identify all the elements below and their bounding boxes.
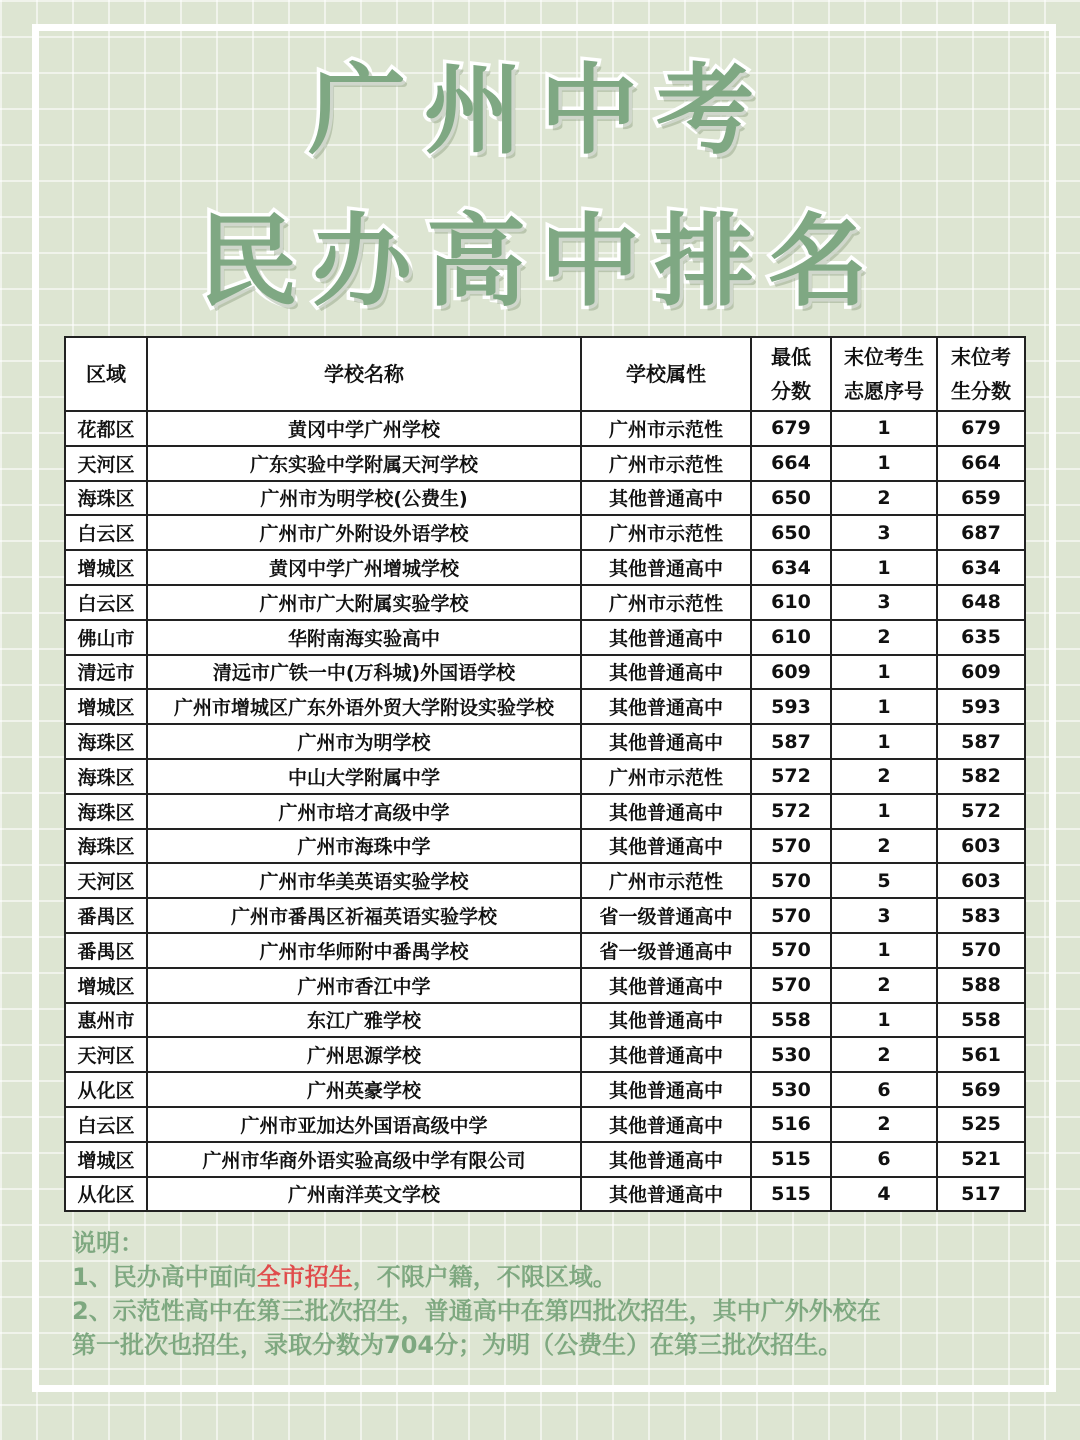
cell-school-name: 广州市增城区广东外语外贸大学附设实验学校 — [147, 689, 581, 724]
header-min-score — [751, 337, 831, 411]
cell-last-rank: 1 — [831, 1003, 937, 1038]
cell-school-name: 广州市亚加达外国语高级中学 — [147, 1107, 581, 1142]
notes-section — [72, 1226, 1032, 1362]
table-row — [65, 585, 1025, 620]
table-row — [65, 794, 1025, 829]
cell-region: 海珠区 — [65, 759, 147, 794]
cell-last-score: 679 — [937, 411, 1025, 446]
cell-last-rank: 2 — [831, 759, 937, 794]
cell-region: 天河区 — [65, 1037, 147, 1072]
cell-last-rank: 2 — [831, 1107, 937, 1142]
cell-school-type: 广州市示范性 — [581, 411, 751, 446]
cell-school-type: 广州市示范性 — [581, 585, 751, 620]
cell-school-type: 其他普通高中 — [581, 1142, 751, 1177]
cell-last-score: 582 — [937, 759, 1025, 794]
cell-last-rank: 2 — [831, 968, 937, 1003]
cell-last-score: 525 — [937, 1107, 1025, 1142]
cell-region: 增城区 — [65, 550, 147, 585]
header-school-name: 学校名称 — [147, 337, 581, 411]
header-min-score-line2: 分数 — [771, 379, 811, 403]
cell-min-score: 587 — [751, 724, 831, 759]
cell-school-type: 其他普通高中 — [581, 794, 751, 829]
table-row — [65, 1142, 1025, 1177]
cell-min-score: 572 — [751, 794, 831, 829]
header-last-rank-line2: 志愿序号 — [844, 379, 924, 403]
cell-last-rank: 1 — [831, 446, 937, 481]
cell-min-score: 679 — [751, 411, 831, 446]
cell-school-name: 广州英豪学校 — [147, 1072, 581, 1107]
cell-last-score: 517 — [937, 1177, 1025, 1212]
cell-school-name: 中山大学附属中学 — [147, 759, 581, 794]
cell-last-score: 587 — [937, 724, 1025, 759]
cell-school-name: 广州市香江中学 — [147, 968, 581, 1003]
notes-line3: 第一批次也招生，录取分数为704分；为明（公费生）在第三批次招生。 — [72, 1331, 843, 1359]
cell-school-type: 其他普通高中 — [581, 689, 751, 724]
page-title-line2: 民办高中排名 — [198, 203, 882, 320]
cell-last-score: 659 — [937, 481, 1025, 516]
cell-school-name: 广州市培才高级中学 — [147, 794, 581, 829]
cell-last-rank: 1 — [831, 794, 937, 829]
cell-region: 海珠区 — [65, 829, 147, 864]
page-title-line1: 广州中考 — [307, 54, 772, 168]
cell-school-type: 其他普通高中 — [581, 1072, 751, 1107]
cell-last-score: 558 — [937, 1003, 1025, 1038]
cell-school-name: 广州市为明学校 — [147, 724, 581, 759]
table-row — [65, 724, 1025, 759]
table-row — [65, 550, 1025, 585]
cell-min-score: 593 — [751, 689, 831, 724]
cell-region: 海珠区 — [65, 794, 147, 829]
header-last-score — [937, 337, 1025, 411]
cell-school-name: 华附南海实验高中 — [147, 620, 581, 655]
cell-school-name: 广州市海珠中学 — [147, 829, 581, 864]
header-min-score-line1: 最低 — [771, 345, 811, 369]
table-row — [65, 481, 1025, 516]
table-row — [65, 446, 1025, 481]
table-row — [65, 655, 1025, 690]
cell-last-rank: 3 — [831, 515, 937, 550]
cell-school-name: 广州市华商外语实验高级中学有限公司 — [147, 1142, 581, 1177]
table-row — [65, 829, 1025, 864]
cell-min-score: 610 — [751, 585, 831, 620]
cell-school-name: 黄冈中学广州学校 — [147, 411, 581, 446]
cell-last-rank: 1 — [831, 689, 937, 724]
cell-school-type: 省一级普通高中 — [581, 933, 751, 968]
cell-last-score: 521 — [937, 1142, 1025, 1177]
cell-school-name: 广州市番禺区祈福英语实验学校 — [147, 898, 581, 933]
cell-school-type: 其他普通高中 — [581, 1037, 751, 1072]
cell-region: 佛山市 — [65, 620, 147, 655]
header-last-rank — [831, 337, 937, 411]
cell-region: 从化区 — [65, 1072, 147, 1107]
cell-region: 白云区 — [65, 585, 147, 620]
header-region: 区域 — [65, 337, 147, 411]
cell-last-rank: 2 — [831, 829, 937, 864]
cell-min-score: 530 — [751, 1072, 831, 1107]
cell-school-type: 其他普通高中 — [581, 550, 751, 585]
cell-last-rank: 3 — [831, 585, 937, 620]
cell-last-score: 583 — [937, 898, 1025, 933]
header-last-score-line1: 末位考 — [951, 345, 1011, 369]
cell-last-rank: 6 — [831, 1072, 937, 1107]
notes-line1-post: ，不限户籍，不限区域。 — [352, 1263, 617, 1291]
table-row — [65, 1107, 1025, 1142]
cell-last-rank: 5 — [831, 863, 937, 898]
table-row — [65, 968, 1025, 1003]
cell-region: 天河区 — [65, 863, 147, 898]
cell-min-score: 516 — [751, 1107, 831, 1142]
cell-region: 天河区 — [65, 446, 147, 481]
table-row — [65, 1072, 1025, 1107]
cell-min-score: 650 — [751, 481, 831, 516]
cell-region: 海珠区 — [65, 724, 147, 759]
cell-school-type: 其他普通高中 — [581, 1107, 751, 1142]
cell-last-score: 609 — [937, 655, 1025, 690]
table-row — [65, 515, 1025, 550]
cell-region: 增城区 — [65, 968, 147, 1003]
table-row — [65, 1003, 1025, 1038]
cell-school-type: 其他普通高中 — [581, 1177, 751, 1212]
table-row — [65, 933, 1025, 968]
cell-region: 增城区 — [65, 1142, 147, 1177]
notes-line1 — [72, 1260, 1032, 1294]
cell-school-name: 广州南洋英文学校 — [147, 1177, 581, 1212]
cell-last-rank: 4 — [831, 1177, 937, 1212]
cell-school-name: 广州市华美英语实验学校 — [147, 863, 581, 898]
cell-region: 花都区 — [65, 411, 147, 446]
cell-last-score: 687 — [937, 515, 1025, 550]
cell-school-name: 广州市为明学校(公费生) — [147, 481, 581, 516]
cell-last-rank: 1 — [831, 933, 937, 968]
cell-school-type: 广州市示范性 — [581, 515, 751, 550]
cell-last-score: 634 — [937, 550, 1025, 585]
cell-school-type: 其他普通高中 — [581, 968, 751, 1003]
cell-min-score: 570 — [751, 829, 831, 864]
cell-region: 增城区 — [65, 689, 147, 724]
table-row — [65, 689, 1025, 724]
cell-min-score: 530 — [751, 1037, 831, 1072]
cell-last-score: 635 — [937, 620, 1025, 655]
table-row — [65, 1037, 1025, 1072]
cell-school-type: 广州市示范性 — [581, 759, 751, 794]
cell-last-score: 593 — [937, 689, 1025, 724]
cell-school-name: 广州市广外附设外语学校 — [147, 515, 581, 550]
cell-last-score: 570 — [937, 933, 1025, 968]
cell-last-rank: 2 — [831, 481, 937, 516]
table-row — [65, 411, 1025, 446]
cell-last-score: 588 — [937, 968, 1025, 1003]
cell-min-score: 610 — [751, 620, 831, 655]
header-school-type: 学校属性 — [581, 337, 751, 411]
cell-min-score: 515 — [751, 1142, 831, 1177]
cell-last-score: 561 — [937, 1037, 1025, 1072]
cell-school-type: 广州市示范性 — [581, 863, 751, 898]
notes-heading: 说明： — [72, 1229, 144, 1257]
cell-school-name: 广州市华师附中番禺学校 — [147, 933, 581, 968]
cell-last-rank: 3 — [831, 898, 937, 933]
cell-school-type: 其他普通高中 — [581, 1003, 751, 1038]
notes-line1-pre: 1、民办高中面向 — [72, 1263, 257, 1291]
cell-min-score: 570 — [751, 968, 831, 1003]
cell-school-type: 其他普通高中 — [581, 481, 751, 516]
table-row — [65, 863, 1025, 898]
cell-school-name: 清远市广铁一中(万科城)外国语学校 — [147, 655, 581, 690]
cell-last-score: 603 — [937, 863, 1025, 898]
cell-min-score: 570 — [751, 863, 831, 898]
cell-last-score: 572 — [937, 794, 1025, 829]
cell-min-score: 515 — [751, 1177, 831, 1212]
cell-region: 白云区 — [65, 1107, 147, 1142]
cell-school-type: 其他普通高中 — [581, 655, 751, 690]
table-header-row — [65, 337, 1025, 411]
cell-school-type: 省一级普通高中 — [581, 898, 751, 933]
cell-min-score: 558 — [751, 1003, 831, 1038]
cell-last-rank: 1 — [831, 411, 937, 446]
table-row — [65, 1177, 1025, 1212]
cell-region: 惠州市 — [65, 1003, 147, 1038]
cell-last-rank: 1 — [831, 655, 937, 690]
cell-school-type: 其他普通高中 — [581, 620, 751, 655]
cell-min-score: 572 — [751, 759, 831, 794]
cell-min-score: 634 — [751, 550, 831, 585]
cell-min-score: 650 — [751, 515, 831, 550]
cell-last-rank: 1 — [831, 724, 937, 759]
header-last-rank-line1: 末位考生 — [844, 345, 924, 369]
cell-region: 海珠区 — [65, 481, 147, 516]
notes-line2: 2、示范性高中在第三批次招生，普通高中在第四批次招生，其中广外外校在 — [72, 1297, 881, 1325]
cell-last-rank: 2 — [831, 1037, 937, 1072]
cell-school-name: 黄冈中学广州增城学校 — [147, 550, 581, 585]
cell-school-name: 东江广雅学校 — [147, 1003, 581, 1038]
table-row — [65, 620, 1025, 655]
header-last-score-line2: 生分数 — [951, 379, 1011, 403]
cell-school-name: 广州市广大附属实验学校 — [147, 585, 581, 620]
cell-region: 白云区 — [65, 515, 147, 550]
cell-last-rank: 1 — [831, 550, 937, 585]
ranking-table — [64, 336, 1026, 1212]
notes-line1-highlight: 全市招生 — [256, 1263, 353, 1291]
cell-school-name: 广州思源学校 — [147, 1037, 581, 1072]
cell-region: 清远市 — [65, 655, 147, 690]
cell-school-type: 广州市示范性 — [581, 446, 751, 481]
table-body — [65, 411, 1025, 1211]
cell-last-score: 648 — [937, 585, 1025, 620]
table-row — [65, 898, 1025, 933]
cell-school-name: 广东实验中学附属天河学校 — [147, 446, 581, 481]
cell-last-score: 603 — [937, 829, 1025, 864]
cell-min-score: 570 — [751, 933, 831, 968]
cell-school-type: 其他普通高中 — [581, 724, 751, 759]
cell-min-score: 609 — [751, 655, 831, 690]
cell-min-score: 570 — [751, 898, 831, 933]
cell-last-rank: 6 — [831, 1142, 937, 1177]
cell-region: 番禺区 — [65, 898, 147, 933]
cell-region: 从化区 — [65, 1177, 147, 1212]
cell-min-score: 664 — [751, 446, 831, 481]
table-row — [65, 759, 1025, 794]
cell-region: 番禺区 — [65, 933, 147, 968]
cell-last-score: 569 — [937, 1072, 1025, 1107]
cell-school-type: 其他普通高中 — [581, 829, 751, 864]
cell-last-rank: 2 — [831, 620, 937, 655]
cell-last-score: 664 — [937, 446, 1025, 481]
